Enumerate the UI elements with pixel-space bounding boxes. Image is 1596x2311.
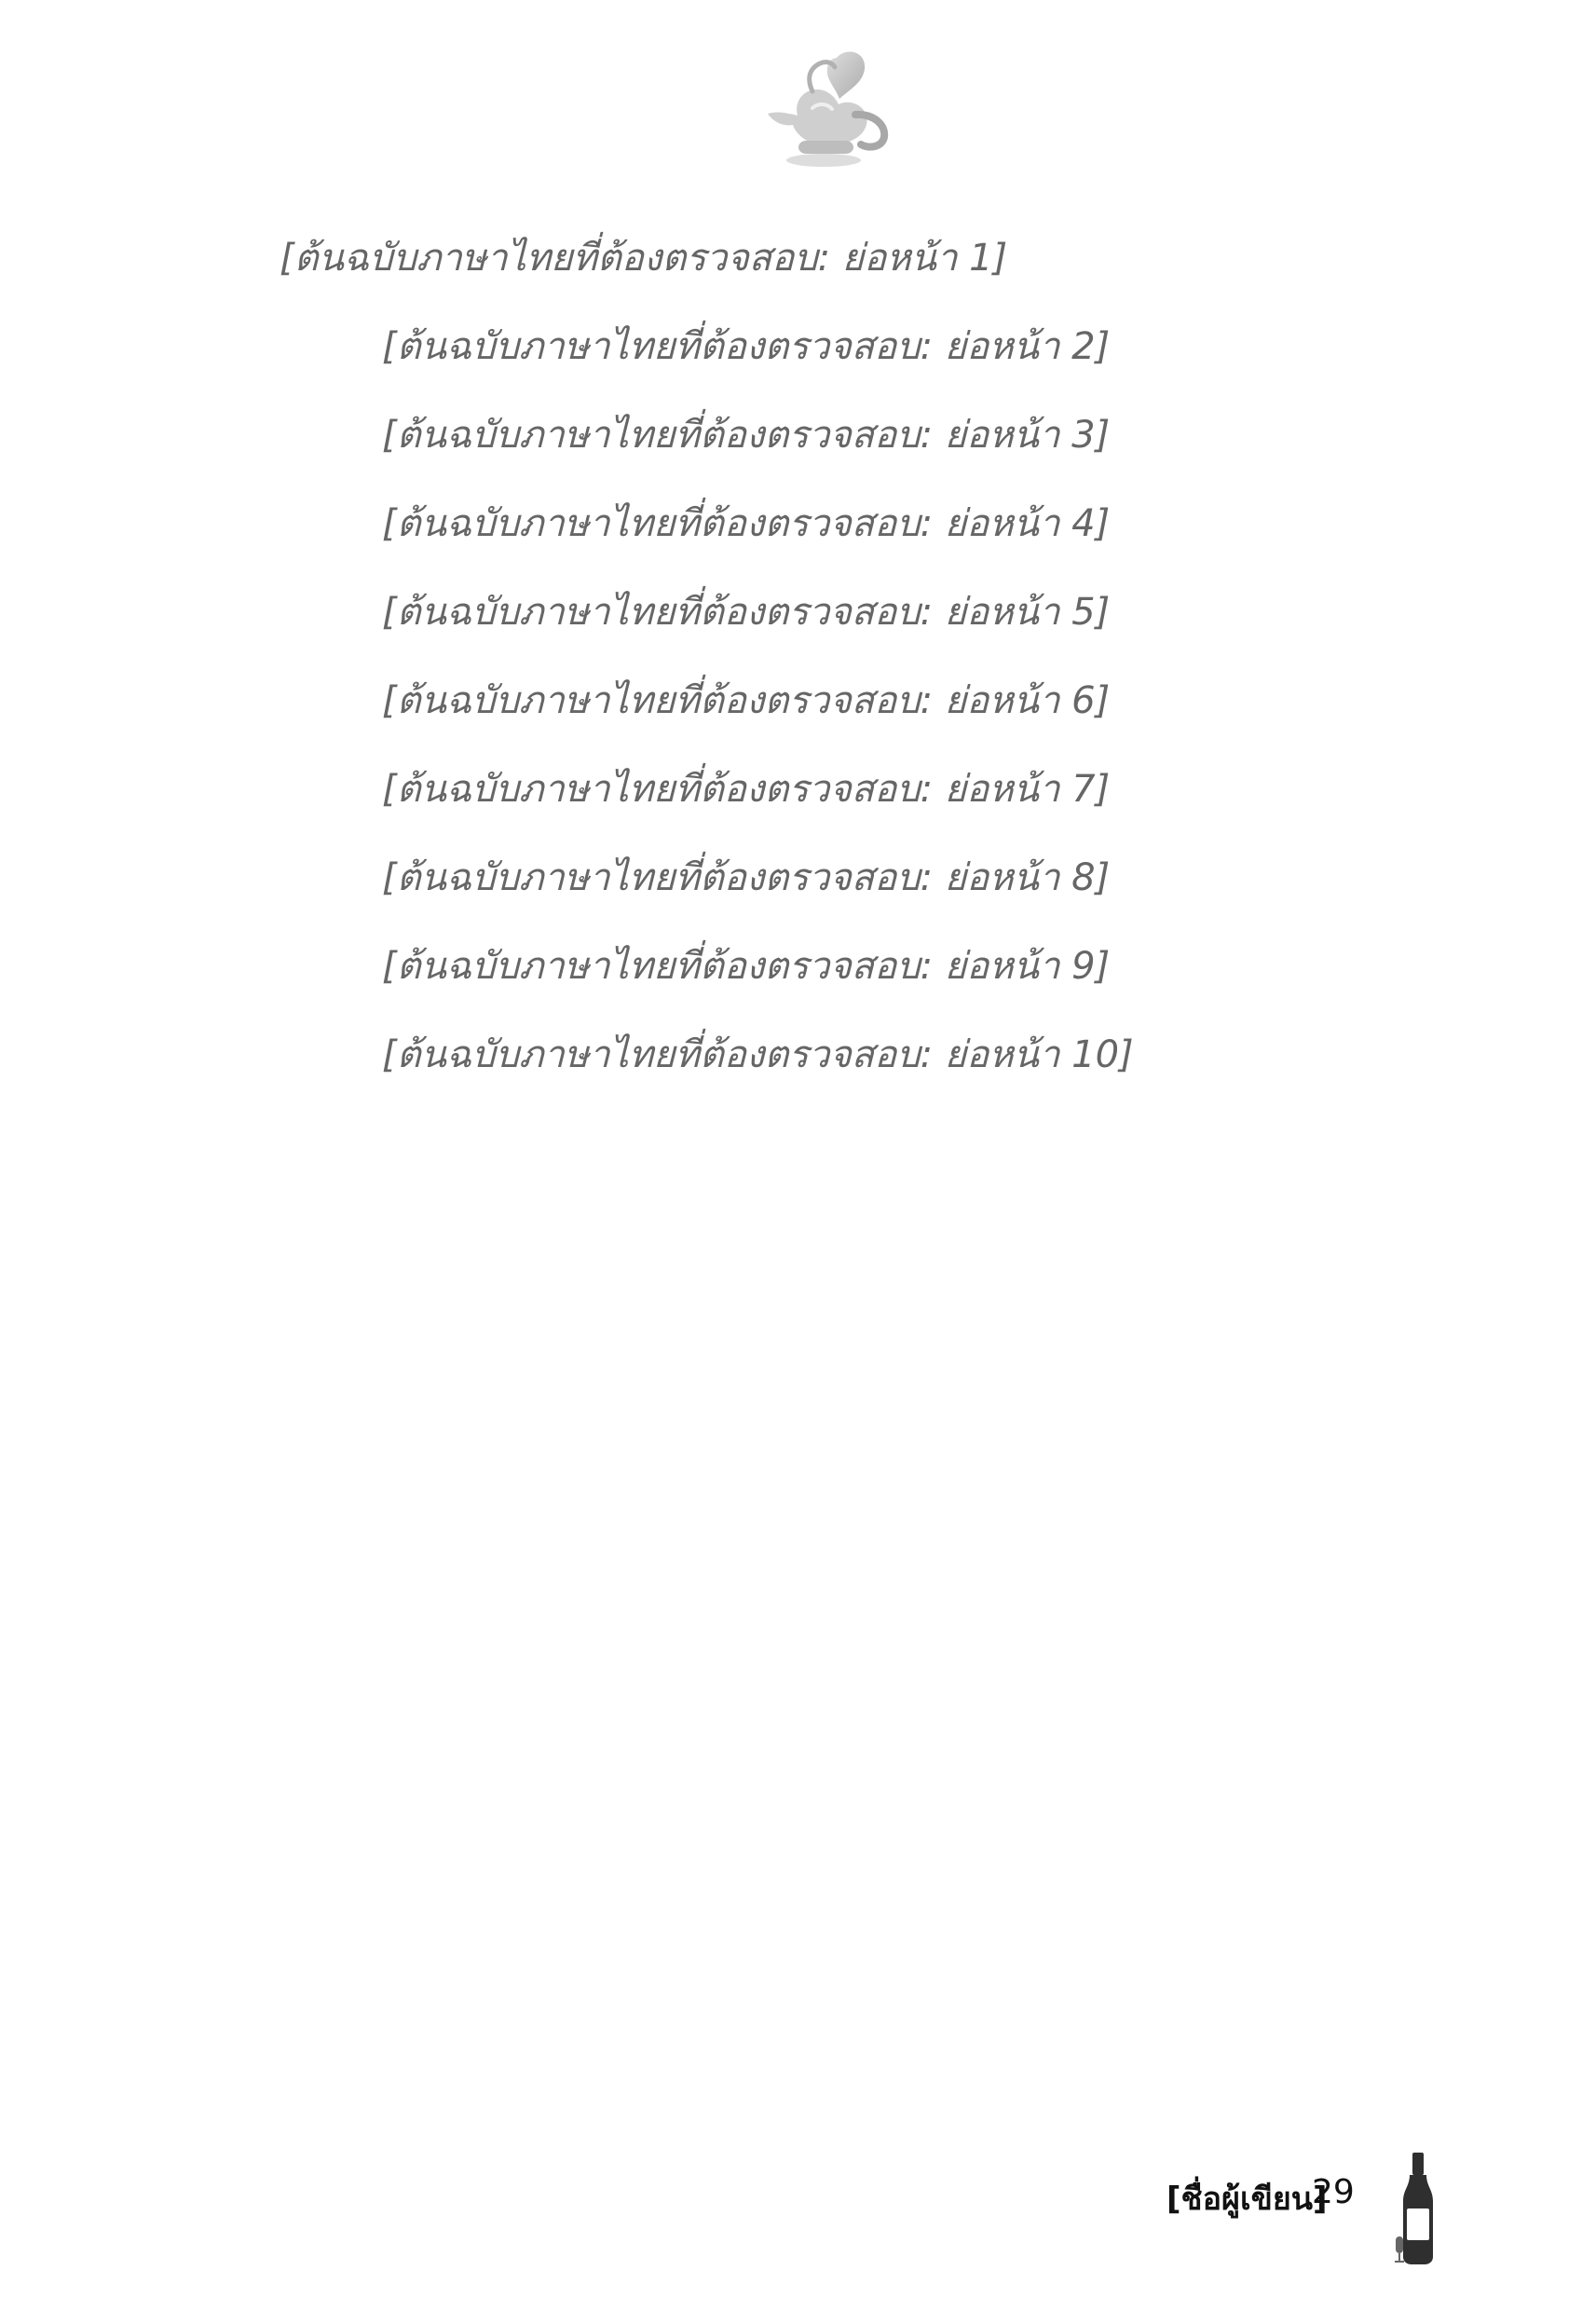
paragraph-3: [ต้นฉบับภาษาไทยที่ต้องตรวจสอบ: ย่อหน้า 3]	[382, 414, 1111, 457]
paragraph-8: [ต้นฉบับภาษาไทยที่ต้องตรวจสอบ: ย่อหน้า 8]	[382, 856, 1111, 899]
author-name: [ชื่อผู้เขียน]	[1166, 2181, 1328, 2218]
paragraph-5: [ต้นฉบับภาษาไทยที่ต้องตรวจสอบ: ย่อหน้า 5]	[382, 591, 1111, 634]
paragraph-10: [ต้นฉบับภาษาไทยที่ต้องตรวจสอบ: ย่อหน้า 10]	[382, 1033, 1134, 1076]
page-number: 29	[1312, 2173, 1355, 2211]
wine-bottle-icon	[1392, 2153, 1444, 2264]
page-footer	[1155, 2153, 1453, 2264]
paragraph-1: [ต้นฉบับภาษาไทยที่ต้องตรวจสอบ: ย่อหน้า 1]	[280, 237, 1008, 280]
paragraph-4: [ต้นฉบับภาษาไทยที่ต้องตรวจสอบ: ย่อหน้า 4]	[382, 502, 1111, 545]
body-text	[280, 214, 1416, 1100]
teapot-heart-ornament-icon	[757, 47, 896, 177]
paragraph-9: [ต้นฉบับภาษาไทยที่ต้องตรวจสอบ: ย่อหน้า 9]	[382, 945, 1111, 988]
paragraph-7: [ต้นฉบับภาษาไทยที่ต้องตรวจสอบ: ย่อหน้า 7]	[382, 768, 1111, 811]
paragraph-2: [ต้นฉบับภาษาไทยที่ต้องตรวจสอบ: ย่อหน้า 2]	[382, 325, 1111, 368]
paragraph-6: [ต้นฉบับภาษาไทยที่ต้องตรวจสอบ: ย่อหน้า 6]	[382, 679, 1111, 722]
